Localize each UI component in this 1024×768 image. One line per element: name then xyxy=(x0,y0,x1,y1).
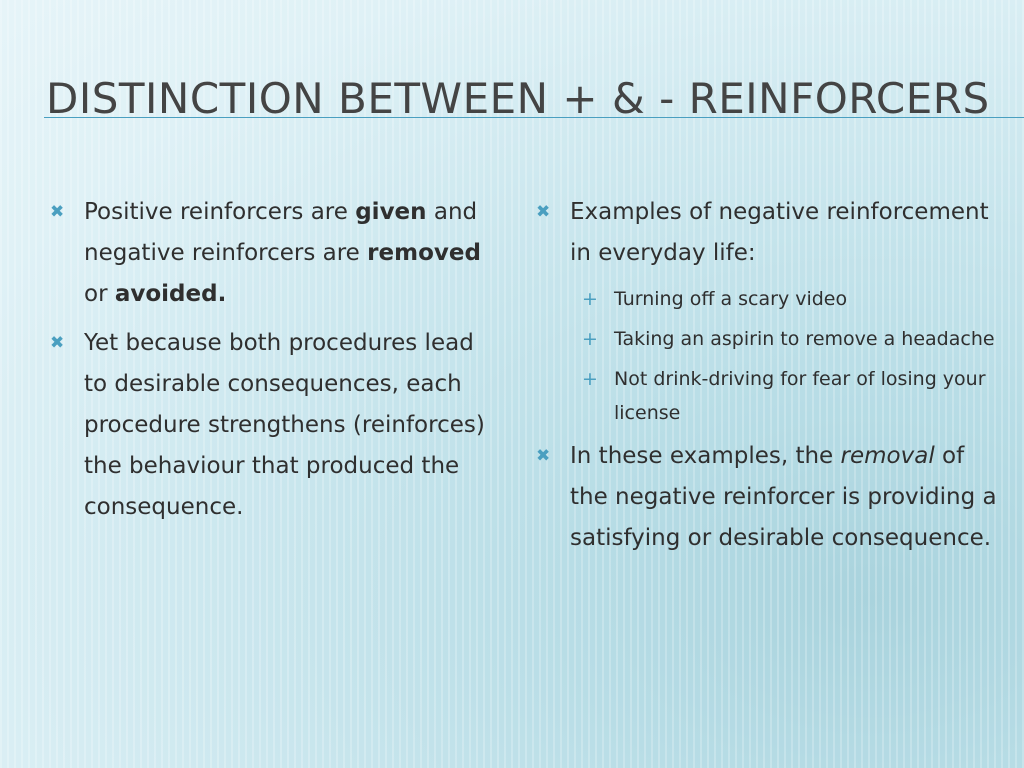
x-bullet-icon: ✖ xyxy=(536,202,551,222)
slide-title: DISTINCTION BETWEEN + & - REINFORCERS xyxy=(46,74,990,123)
plus-bullet-icon: + xyxy=(582,368,598,390)
bullet-text: Positive reinforcers are given and negative reinforcers are removed or avoided. xyxy=(84,199,481,307)
bullet-both-procedures xyxy=(46,323,498,528)
bullet-text: In these examples, the removal of the negative reinforcer is providing a satisfying or desirable consequence. xyxy=(570,443,997,551)
x-bullet-icon: ✖ xyxy=(536,446,551,466)
sub-item-aspirin xyxy=(532,322,1002,356)
bullet-text: Examples of negative reinforcement in everyday life: xyxy=(570,199,989,266)
x-bullet-icon: ✖ xyxy=(50,202,65,222)
bullet-examples xyxy=(532,192,1002,274)
x-bullet-icon: ✖ xyxy=(50,333,65,353)
sub-item-text: Not drink-driving for fear of losing your license xyxy=(614,368,986,424)
sub-item-scary-video xyxy=(532,282,1002,316)
plus-bullet-icon: + xyxy=(582,288,598,310)
bullet-positive-negative xyxy=(46,192,498,315)
right-column xyxy=(532,192,1002,567)
bullet-removal xyxy=(532,436,1002,559)
plus-bullet-icon: + xyxy=(582,328,598,350)
sub-item-text: Taking an aspirin to remove a headache xyxy=(614,328,995,350)
bullet-text: Yet because both procedures lead to desirable consequences, each procedure strengthens (reinforces) the behaviour that produced the consequence. xyxy=(84,330,485,520)
left-column xyxy=(46,192,498,536)
sub-item-drink-driving xyxy=(532,362,1002,430)
title-underline xyxy=(44,117,1024,118)
sub-item-text: Turning off a scary video xyxy=(614,288,848,310)
